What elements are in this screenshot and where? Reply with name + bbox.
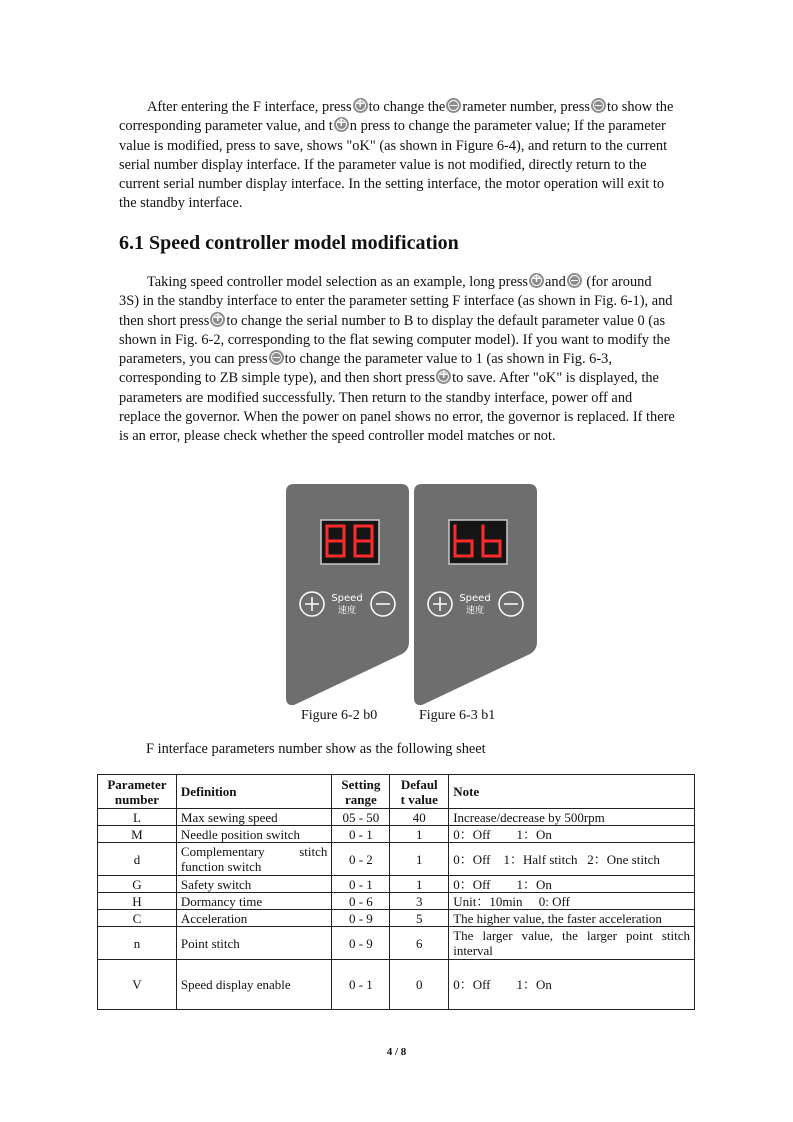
parameter-table: [97, 774, 695, 1010]
plus-button-icon: [334, 117, 349, 132]
cell-definition: Speed display enable: [176, 960, 332, 1010]
cell-definition: Dormancy time: [176, 893, 332, 910]
body-text-1: Taking speed controller model selection as an example, long press: [147, 274, 529, 290]
table-row: [98, 809, 695, 826]
cell-range: 0 - 9: [332, 927, 390, 960]
cell-note: Unit：10min 0: Off: [449, 893, 695, 910]
header-setting-range: Setting range: [332, 775, 390, 809]
cell-note: Increase/decrease by 500rpm: [449, 809, 695, 826]
cell-default: 6: [390, 927, 449, 960]
section-title: 6.1 Speed controller model modification: [119, 232, 459, 254]
intro-text-4: to show the corresponding parameter value, and t: [119, 99, 674, 135]
cell-definition: Point stitch: [176, 927, 332, 960]
body-text-5: to change the parameter value to 1 (as shown in Fig. 6-3, corresponding to ZB simple type), and then short press: [119, 351, 612, 387]
control-panel-figure-b0: [286, 484, 409, 706]
cell-range: 0 - 1: [332, 826, 390, 843]
cell-note: The larger value, the larger point stitch interval: [449, 927, 695, 960]
cell-number: d: [98, 843, 177, 876]
cell-default: 40: [390, 809, 449, 826]
intro-text-2: to change the: [368, 99, 446, 115]
cell-number: n: [98, 927, 177, 960]
cell-range: 0 - 6: [332, 893, 390, 910]
plus-button-icon: [529, 273, 544, 288]
cell-default: 3: [390, 893, 449, 910]
body-text-4: to change the serial number to B to display the default parameter value 0 (as shown in Fig. 6-2, corresponding to the flat sewing computer model). If you want to modify the parameters, you can press: [119, 312, 671, 368]
header-default-value: Defaul t value: [390, 775, 449, 809]
minus-button-icon: [567, 273, 582, 288]
cell-range: 0 - 2: [332, 843, 390, 876]
table-row: [98, 893, 695, 910]
cell-note: 0：Off 1：On: [449, 876, 695, 893]
cell-number: M: [98, 826, 177, 843]
figure-caption-b0: Figure 6-2 b0: [301, 708, 378, 723]
cell-note: The higher value, the faster acceleration: [449, 910, 695, 927]
header-note: Note: [449, 775, 695, 809]
table-row: [98, 910, 695, 927]
cell-range: 05 - 50: [332, 809, 390, 826]
speed-label-cn: 速度: [337, 606, 357, 616]
cell-definition: Max sewing speed: [176, 809, 332, 826]
cell-default: 1: [390, 843, 449, 876]
cell-range: 0 - 1: [332, 960, 390, 1010]
cell-note: 0：Off 1：On: [449, 826, 695, 843]
body-paragraph: [119, 273, 675, 447]
cell-number: L: [98, 809, 177, 826]
cell-number: H: [98, 893, 177, 910]
plus-button-icon: [353, 98, 368, 113]
intro-text-5: n press to change the parameter value; If the parameter value is modified, press to save, shows "oK" (as shown in Figure 6-4), and return to the current serial number display interface. If the parameter value is not modified, directly return to the current serial number display interface. In the setting interface, the motor operation will exit to the standby interface.: [119, 118, 668, 212]
cell-range: 0 - 1: [332, 876, 390, 893]
speed-label-en: Speed: [331, 593, 363, 604]
table-row: [98, 843, 695, 876]
minus-button-icon: [591, 98, 606, 113]
control-panel-figure-b1: [414, 484, 537, 706]
cell-note: 0：Off 1：Half stitch 2：One stitch: [449, 843, 695, 876]
cell-definition: Complementary stitch function switch: [176, 843, 332, 876]
table-row: [98, 876, 695, 893]
plus-button-icon: [210, 312, 225, 327]
table-row: [98, 927, 695, 960]
cell-default: 0: [390, 960, 449, 1010]
intro-text-1: After entering the F interface, press: [147, 99, 352, 115]
cell-note: 0：Off 1：On: [449, 960, 695, 1010]
cell-default: 1: [390, 826, 449, 843]
body-text-3: (for around 3S) in the standby interface to enter the parameter setting F interface (as shown in Fig. 6-1), and then short press: [119, 274, 673, 329]
cell-number: V: [98, 960, 177, 1010]
page-number: 4 / 8: [386, 1046, 407, 1058]
cell-number: C: [98, 910, 177, 927]
cell-definition: Safety switch: [176, 876, 332, 893]
cell-number: G: [98, 876, 177, 893]
table-caption: F interface parameters number show as the following sheet: [146, 741, 486, 757]
minus-button-icon: [269, 350, 284, 365]
plus-button-icon: [436, 369, 451, 384]
cell-default: 5: [390, 910, 449, 927]
table-row: [98, 826, 695, 843]
table-header-row: [98, 775, 695, 809]
cell-definition: Acceleration: [176, 910, 332, 927]
figure-caption-b1: Figure 6-3 b1: [419, 708, 496, 723]
header-definition: Definition: [176, 775, 332, 809]
cell-definition: Needle position switch: [176, 826, 332, 843]
cell-range: 0 - 9: [332, 910, 390, 927]
speed-label-cn: 速度: [465, 606, 485, 616]
body-text-6: to save. After "oK" is displayed, the parameters are modified successfully. Then return to the standby interface, power off and replace the governor. When the power on panel shows no error, the governor is replaced. If there is an error, please check whether the speed controller model matches or not.: [119, 370, 675, 445]
body-text-2: and: [545, 274, 566, 290]
speed-label-en: Speed: [459, 593, 491, 604]
minus-button-icon: [446, 98, 461, 113]
intro-paragraph: [119, 98, 675, 214]
intro-text-3: rameter number, press: [462, 99, 591, 115]
table-row: [98, 960, 695, 1010]
header-parameter-number: Parameter number: [98, 775, 177, 809]
cell-default: 1: [390, 876, 449, 893]
